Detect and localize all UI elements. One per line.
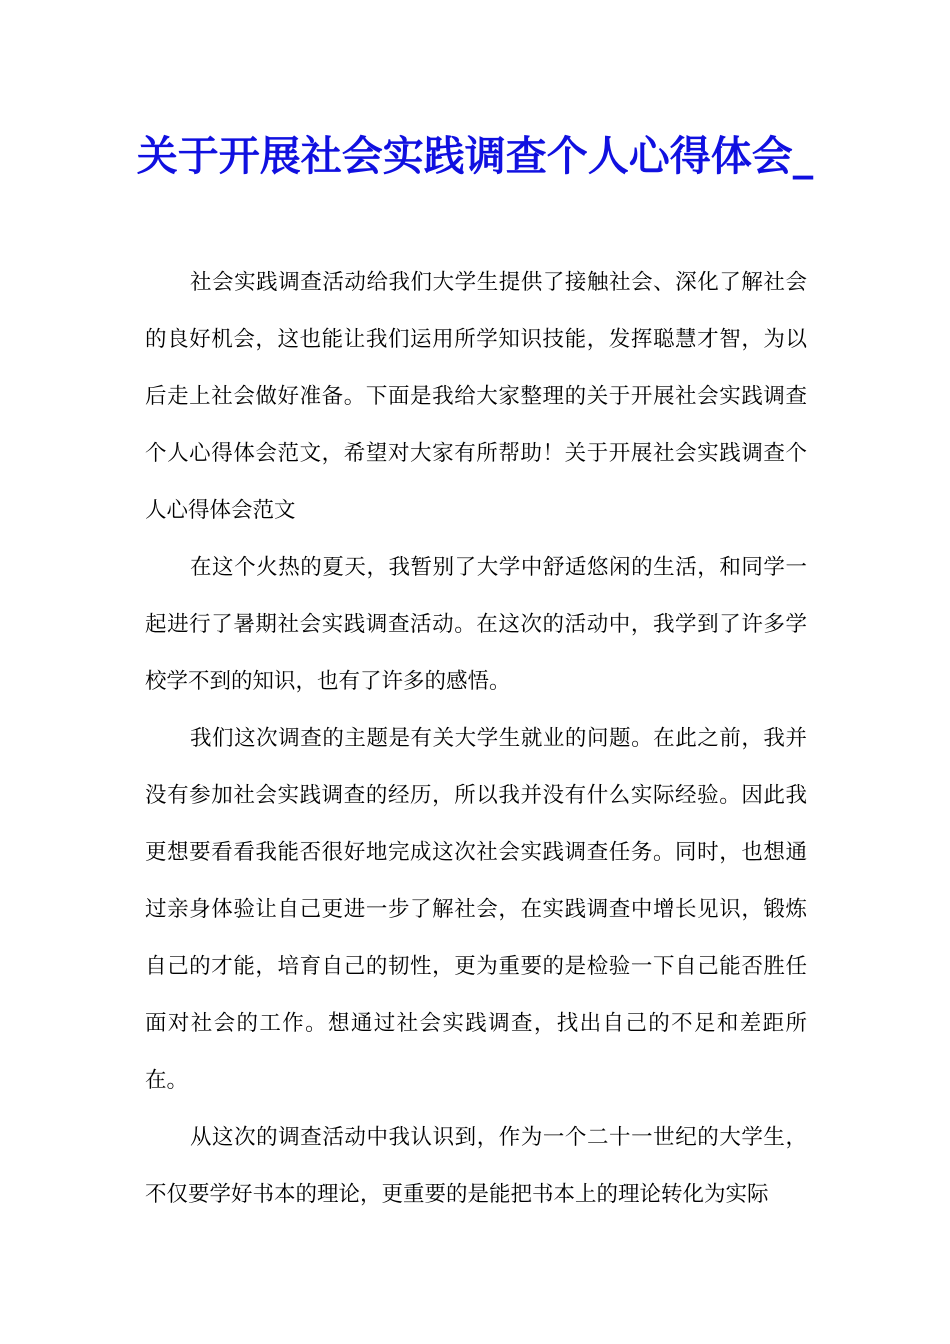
paragraph-intro: 社会实践调查活动给我们大学生提供了接触社会、深化了解社会的良好机会，这也能让我们运用所学知识技能，发挥聪慧才智，为以后走上社会做好准备。下面是我给大家整理的关于开展社会实践调查个人心得体会范文，希望对大家有所帮助！关于开展社会实践调查个人心得体会范文 [145,270,807,523]
paragraph-realization: 从这次的调查活动中我认识到，作为一个二十一世纪的大学生，不仅要学好书本的理论，更重要的是能把书本上的理论转化为实际 [145,1125,807,1207]
paragraph-survey-topic: 我们这次调查的主题是有关大学生就业的问题。在此之前，我并没有参加社会实践调查的经历，所以我并没有什么实际经验。因此我更想要看看我能否很好地完成这次社会实践调查任务。同时，也想通过亲身体验让自己更进一步了解社会，在实践调查中增长见识，锻炼自己的才能，培育自己的韧性，更为重要的是检验一下自己能否胜任面对社会的工作。想通过社会实践调查，找出自己的不足和差距所在。 [145,726,807,1093]
document-title: 关于开展社会实践调查个人心得体会_ [136,132,814,180]
paragraph-summer-activity: 在这个火热的夏天，我暂别了大学中舒适悠闲的生活，和同学一起进行了暑期社会实践调查活动。在这次的活动中，我学到了许多学校学不到的知识，也有了许多的感悟。 [145,555,807,694]
document-body [145,254,807,1223]
